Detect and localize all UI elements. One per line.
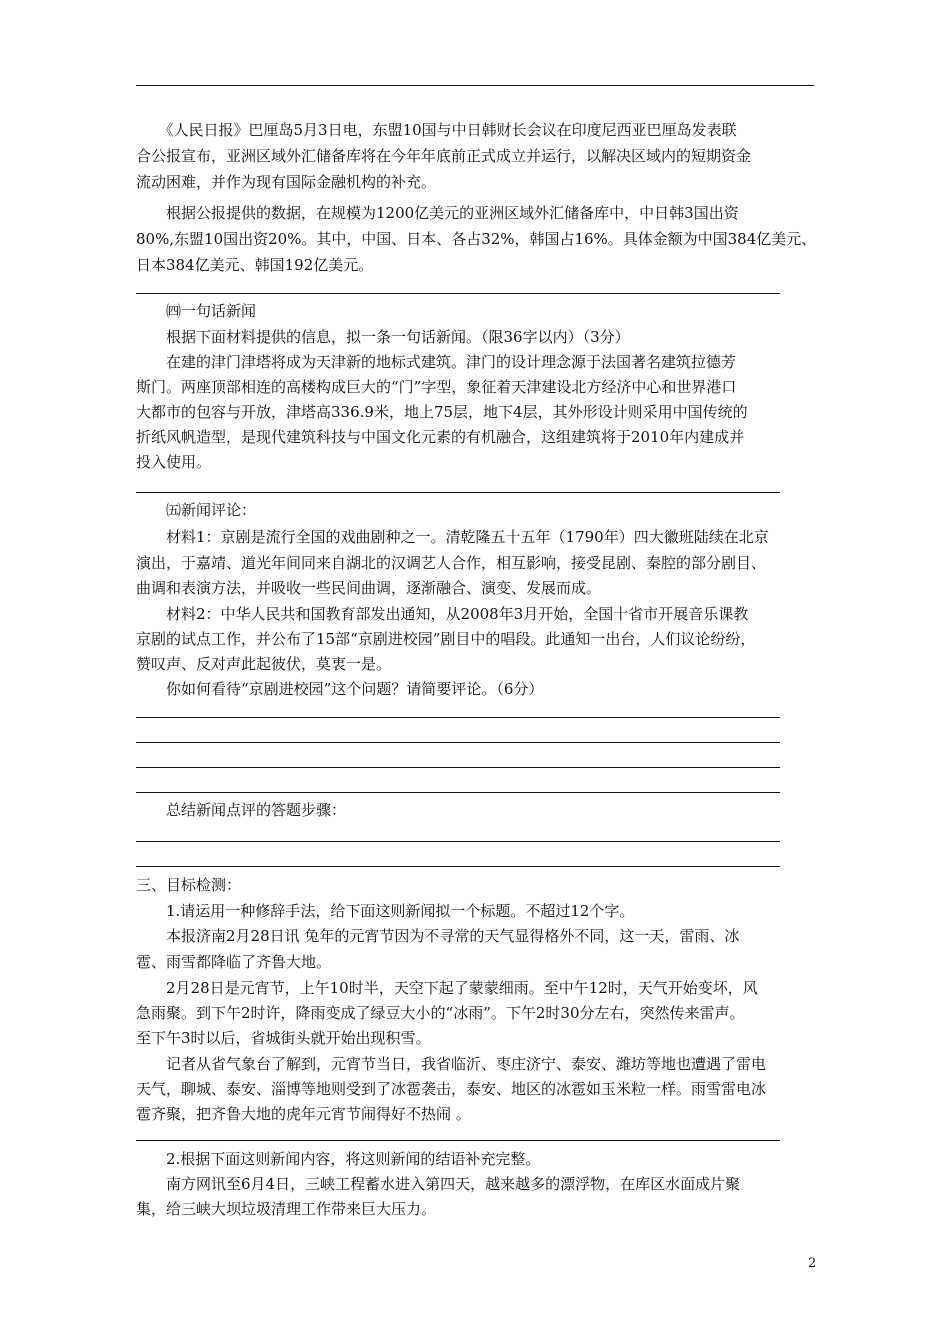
question-text: 总结新闻点评的答题步骤：	[136, 801, 347, 819]
section-heading: ㈤新闻评论：	[136, 501, 257, 519]
answer-line[interactable]	[136, 742, 780, 743]
text-line: 流动困难，并作为现有国际金融机构的补充。	[136, 173, 437, 191]
question-text: 1.请运用一种修辞手法，给下面这则新闻拟一个标题。不超过12个字。	[136, 902, 635, 920]
text-line: 雹齐聚，把齐鲁大地的虎年元宵节闹得好不热闹 。	[136, 1105, 471, 1123]
text-line: 材料2：中华人民共和国教育部发出通知，从2008年3月开始，全国十省市开展音乐课教	[136, 605, 749, 623]
text-line: 根据下面材料提供的信息，拟一条一句话新闻。（限36字以内）（3分）	[136, 328, 630, 346]
answer-line[interactable]	[136, 841, 780, 842]
text-line: 折纸风帆造型，是现代建筑科技与中国文化元素的有机融合，这组建筑将于2010年内建成并	[136, 428, 745, 446]
text-line: 本报济南2月28日讯 兔年的元宵节因为不寻常的天气显得格外不同，这一天，雷雨、冰	[136, 927, 740, 945]
text-line: 日本384亿美元、韩国192亿美元。	[136, 256, 374, 274]
text-line: 根据公报提供的数据，在规模为1200亿美元的亚洲区域外汇储备库中，中日韩3国出资	[136, 204, 739, 222]
text-line: 集，给三峡大坝垃圾清理工作带来巨大压力。	[136, 1200, 437, 1218]
answer-line[interactable]	[136, 767, 780, 768]
answer-line[interactable]	[136, 492, 780, 493]
text-line: 雹、雨雪都降临了齐鲁大地。	[136, 953, 332, 971]
text-line: 斯门。两座顶部相连的高楼构成巨大的“门”字型，象征着天津建设北方经济中心和世界港口	[136, 378, 737, 396]
text-line: 材料1：京剧是流行全国的戏曲剧种之一。清乾隆五十五年（1790年）四大徽班陆续在北京	[136, 528, 769, 546]
text-line: 合公报宣布，亚洲区域外汇储备库将在今年年底前正式成立并运行，以解决区域内的短期资金	[136, 147, 752, 165]
text-line: 在建的津门津塔将成为天津新的地标式建筑。津门的设计理念源于法国著名建筑拉德芳	[136, 353, 737, 371]
answer-line[interactable]	[136, 866, 780, 867]
answer-line[interactable]	[136, 293, 780, 294]
answer-line[interactable]	[136, 792, 780, 793]
section-heading: ㈣一句话新闻	[136, 302, 257, 320]
text-line: 至下午3时以后，省城街头就开始出现积雪。	[136, 1029, 431, 1047]
page-number: 2	[808, 1256, 817, 1271]
answer-line[interactable]	[136, 1140, 780, 1141]
text-line: 《人民日报》巴厘岛5月3日电，东盟10国与中日韩财长会议在印度尼西亚巴厘岛发表联	[136, 121, 737, 139]
top-rule	[136, 85, 814, 86]
text-line: 急雨聚。到下午2时许，降雨变成了绿豆大小的“冰雨”。下午2时30分左右，突然传来雷声。	[136, 1004, 745, 1022]
text-line: 天气，聊城、泰安、淄博等地则受到了冰雹袭击，泰安、地区的冰雹如玉米粒一样。雨雪雷电冰	[136, 1080, 767, 1098]
text-line: 曲调和表演方法，并吸收一些民间曲调，逐渐融合、演变、发展而成。	[136, 579, 602, 597]
answer-line[interactable]	[136, 717, 780, 718]
text-line: 南方网讯至6月4日，三峡工程蓄水进入第四天，越来越多的漂浮物，在库区水面成片聚	[136, 1175, 741, 1193]
text-line: 80%,东盟10国出资20%。其中，中国、日本、各占32%，韩国占16%。具体金额为中国384亿美元、	[136, 230, 817, 248]
text-line: 大都市的包容与开放，津塔高336.9米，地上75层，地下4层，其外形设计则采用中国传统的	[136, 403, 748, 421]
text-line: 投入使用。	[136, 453, 212, 471]
question-text: 你如何看待“京剧进校园”这个问题？请简要评论。（6分）	[136, 680, 544, 698]
section-heading: 三、目标检测：	[136, 876, 242, 894]
question-text: 2.根据下面这则新闻内容，将这则新闻的结语补充完整。	[136, 1150, 541, 1168]
text-line: 京剧的试点工作，并公布了15部“京剧进校园”剧目中的唱段。此通知一出台，人们议论纷纷，	[136, 630, 756, 648]
text-line: 2月28日是元宵节，上午10时半，天空下起了蒙蒙细雨。至中午12时，天气开始变坏，风	[136, 979, 758, 997]
text-line: 演出，于嘉靖、道光年间同来自湖北的汉调艺人合作，相互影响，接受昆剧、秦腔的部分剧目、	[136, 554, 767, 572]
text-line: 赞叹声、反对声此起彼伏，莫衷一是。	[136, 655, 392, 673]
text-line: 记者从省气象台了解到，元宵节当日，我省临沂、枣庄济宁、泰安、潍坊等地也遭遇了雷电	[136, 1055, 767, 1073]
